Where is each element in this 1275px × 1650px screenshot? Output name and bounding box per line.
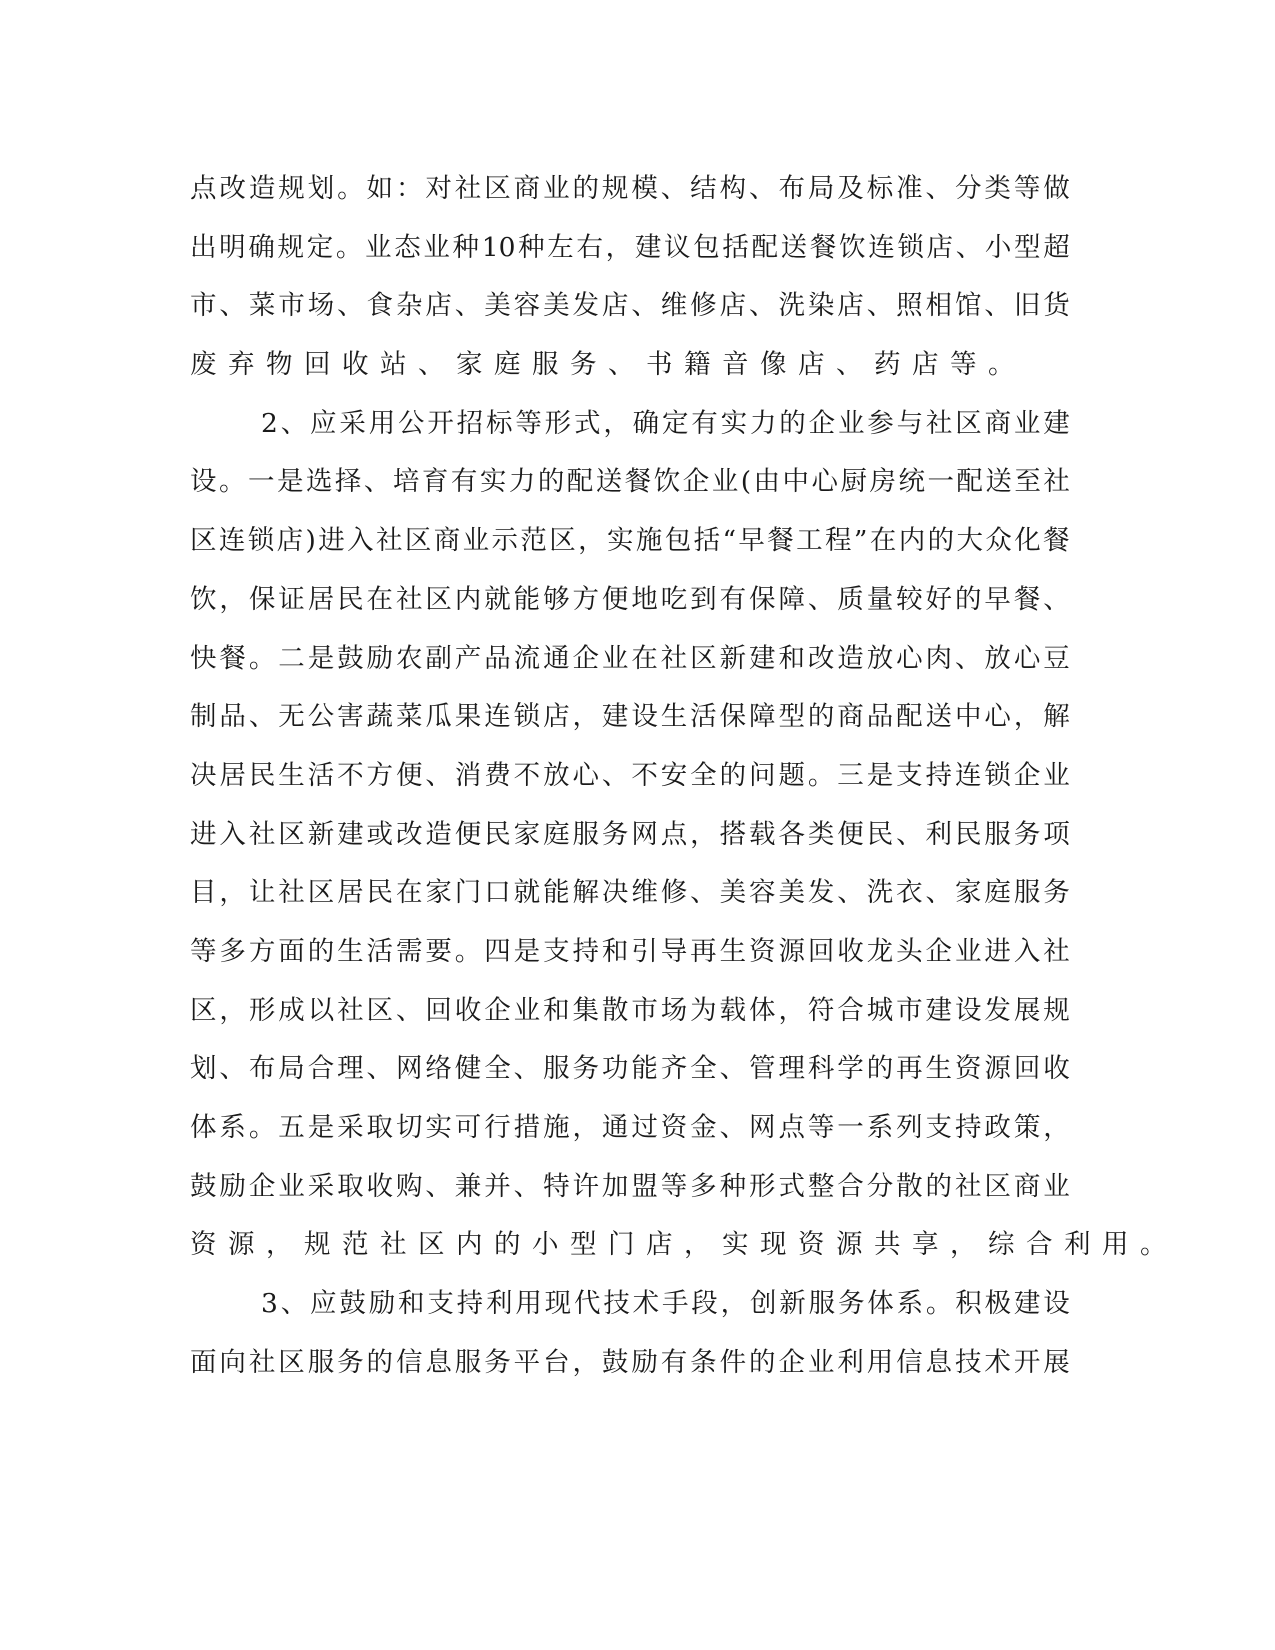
text-line: 制 品 、 无 公 害 蔬 菜 瓜 果 连 锁 店 ， 建 设 生 活 保 障 型 的 商 品 配 送 中 心 ， 解 bbox=[190, 701, 1070, 733]
text-line: 快 餐 。 二 是 鼓 励 农 副 产 品 流 通 企 业 在 社 区 新 建 和 改 造 放 心 肉 、 放 心 豆 bbox=[190, 642, 1070, 674]
document-body bbox=[190, 160, 1178, 1392]
text-line: 等 多 方 面 的 生 活 需 要 。 四 是 支 持 和 引 导 再 生 资 源 回 收 龙 头 企 业 进 入 社 bbox=[190, 935, 1070, 967]
text-line: 面 向 社 区 服 务 的 信 息 服 务 平 台 ， 鼓 励 有 条 件 的 企 业 利 用 信 息 技 术 开 展 bbox=[190, 1346, 1070, 1378]
text-line: 目 ， 让 社 区 居 民 在 家 门 口 就 能 解 决 维 修 、 美 容 美 发 、 洗 衣 、 家 庭 服 务 bbox=[190, 877, 1070, 909]
text-line: 资源，规范社区内的小型门店，实现资源共享，综合利用。 bbox=[190, 1229, 1178, 1261]
text-line: 3 、 应 鼓 励 和 支 持 利 用 现 代 技 术 手 段 ， 创 新 服 务 体 系 。 积 极 建 设 bbox=[261, 1288, 1070, 1320]
text-line: 2 、 应 采 用 公 开 招 标 等 形 式 ， 确 定 有 实 力 的 企 业 参 与 社 区 商 业 建 bbox=[261, 407, 1070, 439]
text-line: 划 、 布 局 合 理 、 网 络 健 全 、 服 务 功 能 齐 全 、 管 理 科 学 的 再 生 资 源 回 收 bbox=[190, 1053, 1070, 1085]
text-line: 废弃物回收站、家庭服务、书籍音像店、药店等。 bbox=[190, 349, 1026, 381]
text-line: 鼓 励 企 业 采 取 收 购 、 兼 并 、 特 许 加 盟 等 多 种 形 式 整 合 分 散 的 社 区 商 业 bbox=[190, 1170, 1070, 1202]
text-line: 决 居 民 生 活 不 方 便 、 消 费 不 放 心 、 不 安 全 的 问 题 。 三 是 支 持 连 锁 企 业 bbox=[190, 759, 1070, 791]
text-line: 出 明 确 规 定 。 业 态 业 种 10 种 左 右 ， 建 议 包 括 配 送 餐 饮 连 锁 店 、 小 型 超 bbox=[190, 231, 1070, 263]
text-line: 市 、 菜 市 场 、 食 杂 店 、 美 容 美 发 店 、 维 修 店 、 洗 染 店 、 照 相 馆 、 旧 货 bbox=[190, 290, 1070, 322]
text-line: 体 系 。 五 是 采 取 切 实 可 行 措 施 ， 通 过 资 金 、 网 点 等 一 系 列 支 持 政 策 ， bbox=[190, 1112, 1070, 1143]
text-line: 饮 ， 保 证 居 民 在 社 区 内 就 能 够 方 便 地 吃 到 有 保 障 、 质 量 较 好 的 早 餐 、 bbox=[190, 583, 1070, 615]
text-line: 设 。 一 是 选 择 、 培 育 有 实 力 的 配 送 餐 饮 企 业 ( 由 中 心 厨 房 统 一 配 送 至 社 bbox=[190, 466, 1070, 498]
text-line: 区 ， 形 成 以 社 区 、 回 收 企 业 和 集 散 市 场 为 载 体 ， 符 合 城 市 建 设 发 展 规 bbox=[190, 994, 1070, 1026]
text-line: 区 连 锁 店 ) 进 入 社 区 商 业 示 范 区 ， 实 施 包 括 “ 早 餐 工 程 ” 在 内 的 大 众 化 餐 bbox=[190, 525, 1070, 557]
text-line: 进 入 社 区 新 建 或 改 造 便 民 家 庭 服 务 网 点 ， 搭 载 各 类 便 民 、 利 民 服 务 项 bbox=[190, 818, 1070, 850]
text-line: 点 改 造 规 划 。 如 ： 对 社 区 商 业 的 规 模 、 结 构 、 布 局 及 标 准 、 分 类 等 做 bbox=[190, 173, 1070, 204]
